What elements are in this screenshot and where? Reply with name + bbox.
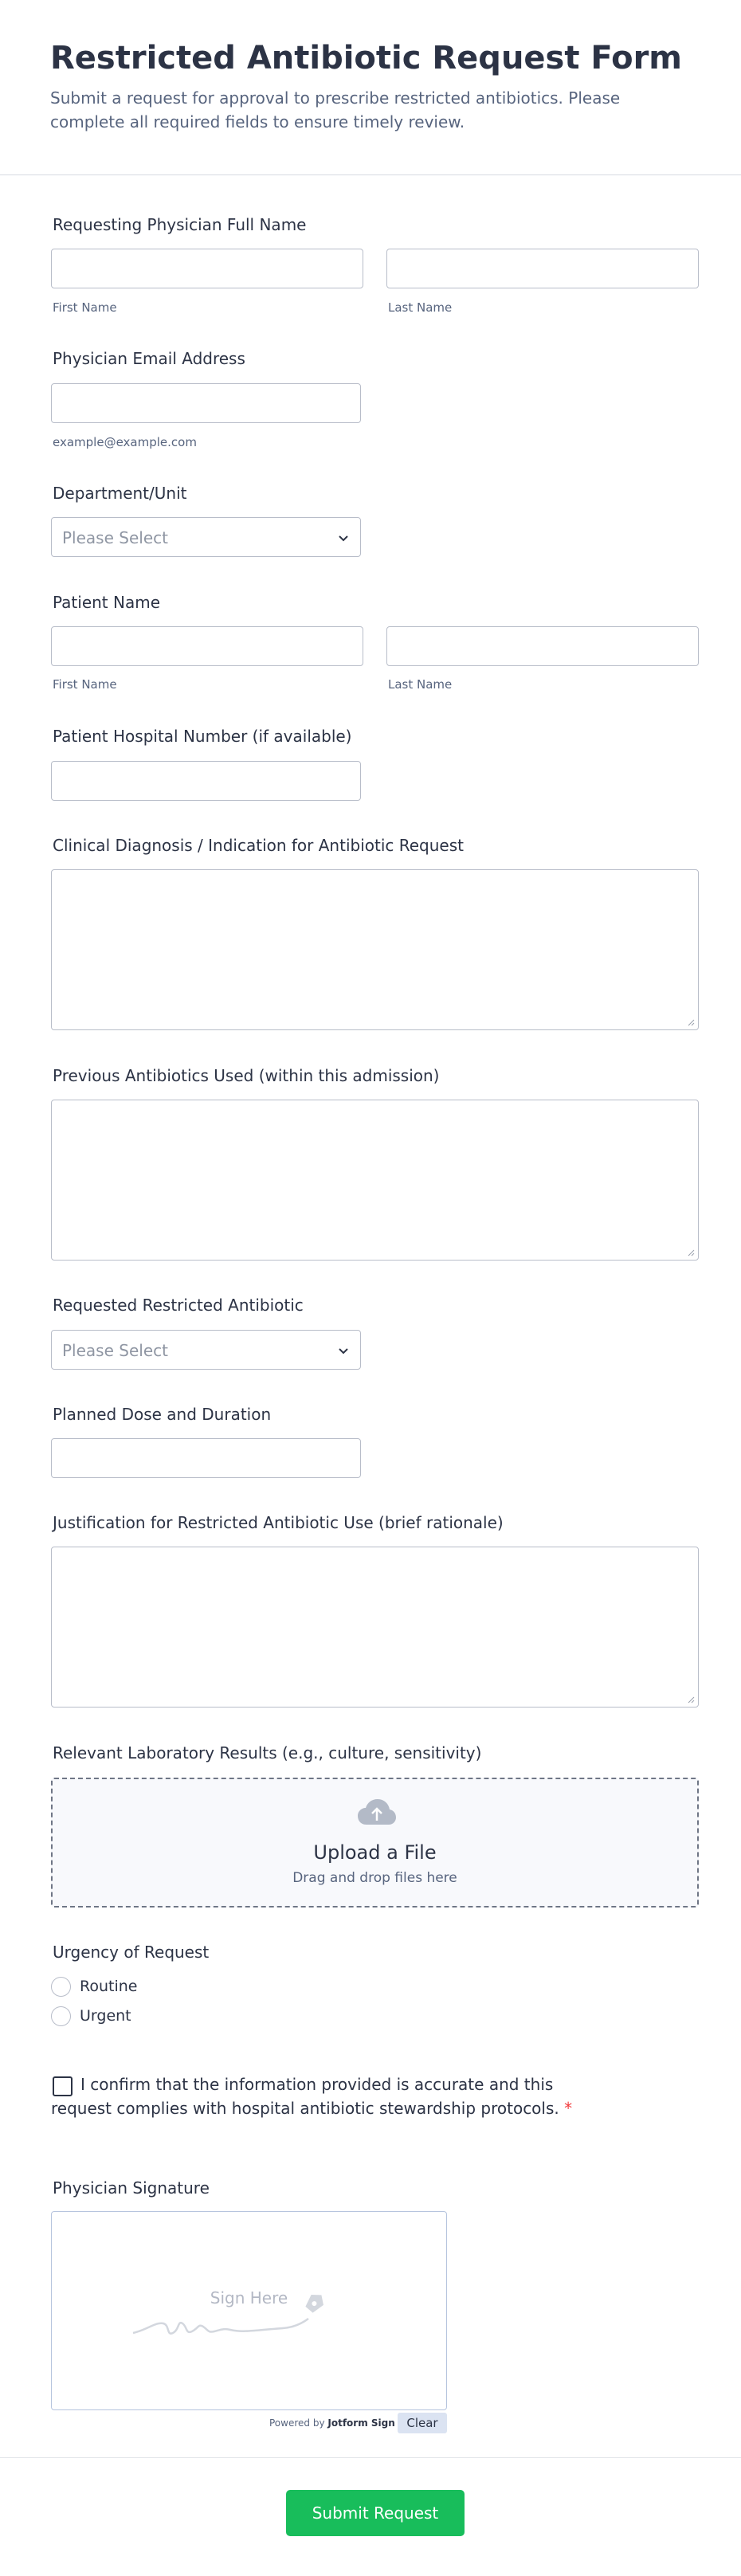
requested-antibiotic-placeholder: Please Select <box>62 1341 168 1360</box>
powered-by-text: Powered by Jotform Sign <box>269 2417 395 2429</box>
justification-label: Justification for Restricted Antibiotic Use (brief rationale) <box>53 1513 504 1532</box>
patient-last-name-sublabel: Last Name <box>388 677 453 692</box>
form-header <box>0 0 741 175</box>
required-asterisk: * <box>564 2099 573 2118</box>
dose-duration-input[interactable] <box>51 1438 361 1478</box>
radio-routine-label: Routine <box>80 1978 138 1995</box>
hospital-number-input[interactable] <box>51 761 361 801</box>
lab-results-label: Relevant Laboratory Results (e.g., culture, sensitivity) <box>53 1743 482 1762</box>
radio-urgent-label: Urgent <box>80 2007 131 2025</box>
email-input[interactable] <box>51 383 361 423</box>
requested-antibiotic-label: Requested Restricted Antibiotic <box>53 1296 304 1315</box>
physician-first-name-input[interactable] <box>51 249 363 288</box>
department-label: Department/Unit <box>53 484 187 503</box>
physician-last-name-sublabel: Last Name <box>388 300 453 315</box>
patient-last-name-input[interactable] <box>386 626 699 666</box>
email-sublabel: example@example.com <box>53 435 197 449</box>
physician-last-name-input[interactable] <box>386 249 699 288</box>
email-label: Physician Email Address <box>53 349 245 368</box>
dose-duration-label: Planned Dose and Duration <box>53 1405 272 1424</box>
resize-grip-icon[interactable] <box>687 1249 695 1257</box>
patient-first-name-input[interactable] <box>51 626 363 666</box>
form-title: Restricted Antibiotic Request Form <box>50 40 682 76</box>
hospital-number-label: Patient Hospital Number (if available) <box>53 727 352 746</box>
previous-antibiotics-textarea[interactable] <box>51 1100 699 1261</box>
diagnosis-textarea[interactable] <box>51 869 699 1030</box>
chevron-down-icon <box>338 1345 349 1356</box>
upload-title: Upload a File <box>313 1841 437 1864</box>
powered-by-brand: Jotform Sign <box>327 2417 395 2429</box>
confirm-statement: I confirm that the information provided is accurate and this request complies with hospital antibiotic stewardship protocols. <box>51 2075 559 2118</box>
resize-grip-icon[interactable] <box>687 1018 695 1026</box>
radio-routine[interactable] <box>51 1977 71 1997</box>
justification-textarea[interactable] <box>51 1547 699 1708</box>
form-description: Submit a request for approval to prescribe restricted antibiotics. Please complete all required fields to ensure timely review. <box>50 88 621 131</box>
file-upload-dropzone[interactable] <box>51 1778 699 1907</box>
chevron-down-icon <box>338 532 349 543</box>
sign-here-placeholder: Sign Here <box>210 2288 288 2307</box>
department-placeholder: Please Select <box>62 528 168 547</box>
physician-name-label: Requesting Physician Full Name <box>53 215 307 234</box>
clear-signature-button[interactable]: Clear <box>398 2413 447 2433</box>
footer-divider <box>0 2457 741 2458</box>
signature-pad[interactable] <box>51 2211 447 2410</box>
signature-label: Physician Signature <box>53 2178 210 2198</box>
urgency-label: Urgency of Request <box>53 1943 210 1962</box>
submit-button[interactable]: Submit Request <box>286 2490 465 2536</box>
diagnosis-label: Clinical Diagnosis / Indication for Antibiotic Request <box>53 836 464 855</box>
requested-antibiotic-select[interactable] <box>51 1330 361 1370</box>
upload-hint: Drag and drop files here <box>292 1870 457 1886</box>
radio-urgent[interactable] <box>51 2006 71 2026</box>
confirm-text <box>51 2072 601 2120</box>
physician-first-name-sublabel: First Name <box>53 300 117 315</box>
resize-grip-icon[interactable] <box>687 1696 695 1704</box>
patient-name-label: Patient Name <box>53 593 160 612</box>
patient-first-name-sublabel: First Name <box>53 677 117 692</box>
upload-cloud-icon <box>357 1798 397 1825</box>
previous-antibiotics-label: Previous Antibiotics Used (within this admission) <box>53 1066 440 1085</box>
department-select[interactable] <box>51 517 361 557</box>
